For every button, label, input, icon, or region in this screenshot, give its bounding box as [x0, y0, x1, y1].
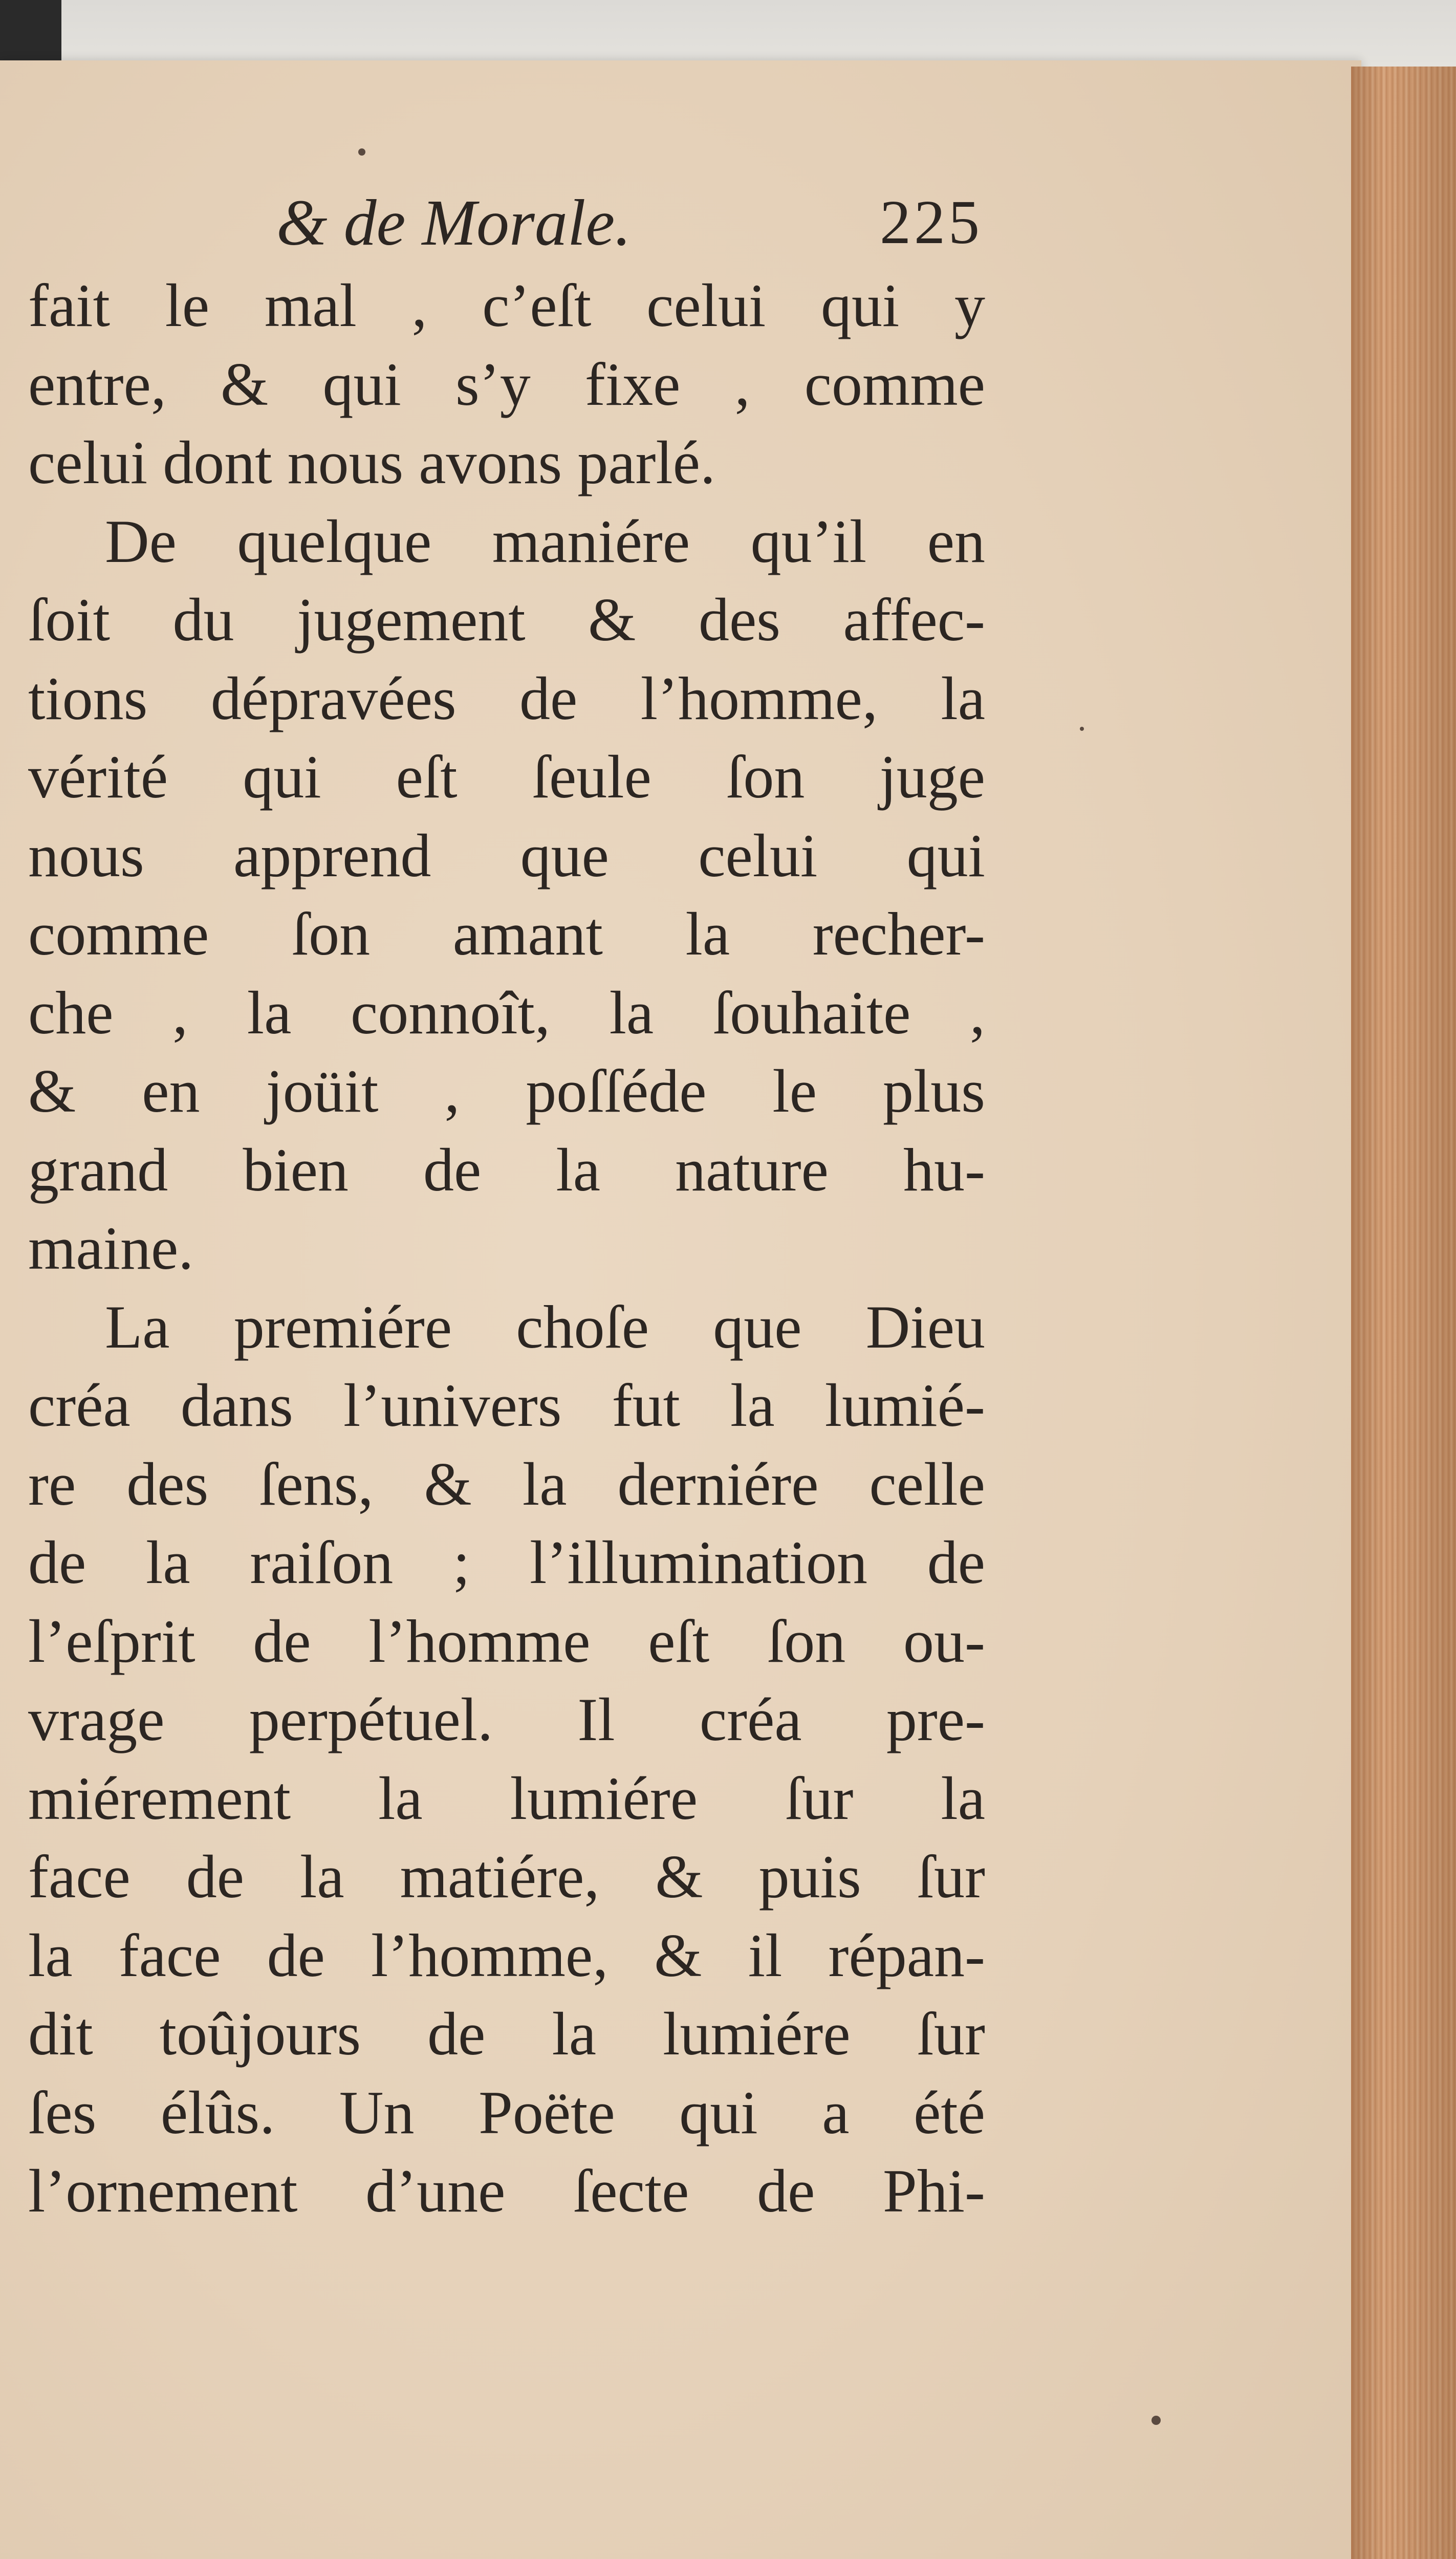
text-line: dit toûjours de la lumiére ſur	[28, 2000, 985, 2068]
text-line: De quelque maniére qu’il en	[105, 507, 985, 575]
running-title: & de Morale.	[276, 186, 632, 259]
text-line: comme ſon amant la recher-	[28, 900, 985, 968]
body-text	[28, 266, 985, 2230]
text-line: re des ſens, & la derniére celle	[28, 1449, 985, 1518]
text-line: l’ornement d’une ſecte de Phi-	[28, 2157, 985, 2225]
paper-speck	[1151, 2416, 1161, 2425]
text-line: & en joüit , poſſéde le plus	[28, 1057, 985, 1125]
text-line: entre, & qui s’y fixe , comme	[28, 350, 985, 418]
text-line: tions dépravées de l’homme, la	[28, 664, 985, 732]
text-line: créa dans l’univers fut la lumié-	[28, 1371, 985, 1439]
text-line: la face de l’homme, & il répan-	[28, 1921, 985, 1989]
text-line: de la raiſon ; l’illumination de	[28, 1528, 985, 1596]
book-fore-edge	[1351, 67, 1456, 2559]
text-line: che , la connoît, la ſouhaite ,	[28, 978, 985, 1047]
text-line: face de la matiére, & puis ſur	[28, 1842, 985, 1911]
text-line: l’eſprit de l’homme eſt ſon ou-	[28, 1607, 985, 1675]
page-number: 225	[880, 188, 983, 257]
scanner-clip-top	[0, 0, 61, 61]
text-line: grand bien de la nature hu-	[28, 1135, 985, 1204]
text-line: ſes élûs. Un Poëte qui a été	[28, 2078, 985, 2146]
text-line: miérement la lumiére ſur la	[28, 1764, 985, 1832]
text-line: vérité qui eſt ſeule ſon juge	[28, 743, 985, 811]
text-line: maine.	[28, 1214, 194, 1282]
text-line: fait le mal , c’eſt celui qui y	[28, 271, 985, 339]
text-line: La premiére choſe que Dieu	[105, 1292, 985, 1361]
paper-speck	[1080, 727, 1084, 731]
paper-speck	[358, 148, 365, 156]
text-line: ſoit du jugement & des affec-	[28, 585, 985, 654]
running-head	[276, 184, 983, 261]
text-line: celui dont nous avons parlé.	[28, 428, 716, 496]
text-line: vrage perpétuel. Il créa pre-	[28, 1685, 985, 1753]
text-line: nous apprend que celui qui	[28, 821, 985, 890]
